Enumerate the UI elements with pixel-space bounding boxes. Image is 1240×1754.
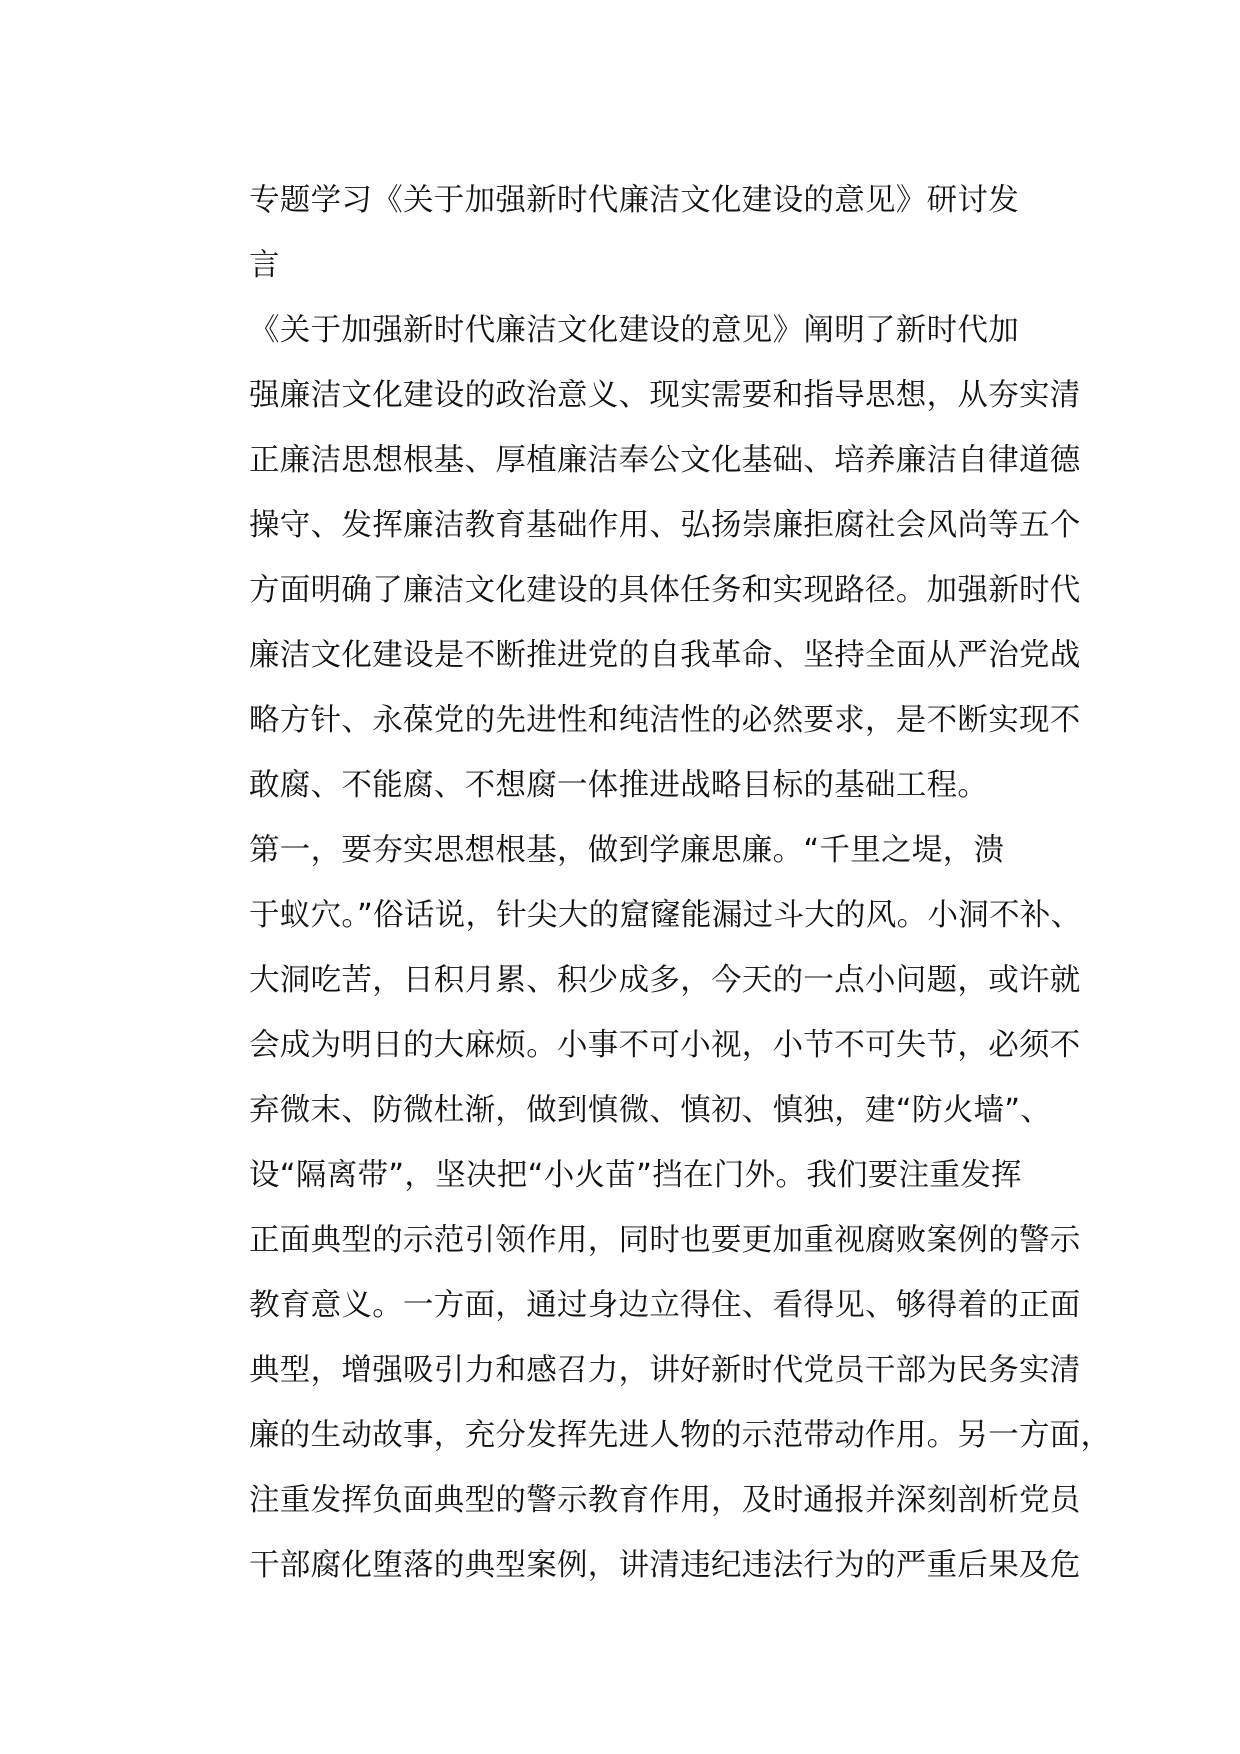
text-line: 方面明确了廉洁文化建设的具体任务和实现路径。加强新时代 <box>249 573 1081 608</box>
text-line: 强廉洁文化建设的政治意义、现实需要和指导思想，从夯实清 <box>249 378 1081 413</box>
text-line: 廉洁文化建设是不断推进党的自我革命、坚持全面从严治党战 <box>249 638 1081 673</box>
text-line: 略方针、永葆党的先进性和纯洁性的必然要求，是不断实现不 <box>249 703 1081 738</box>
text-line: 弃微末、防微杜渐，做到慎微、慎初、慎独，建“防火墙”、 <box>249 1093 1052 1128</box>
text-line: 教育意义。一方面，通过身边立得住、看得见、够得着的正面 <box>249 1288 1081 1323</box>
text-line: 会成为明日的大麻烦。小事不可小视，小节不可失节，必须不 <box>249 1028 1081 1063</box>
text-line: 大洞吃苦，日积月累、积少成多，今天的一点小问题，或许就 <box>249 963 1081 998</box>
text-line: 敢腐、不能腐、不想腐一体推进战略目标的基础工程。 <box>249 768 989 803</box>
document-title <box>188 168 1064 298</box>
text-line: 《关于加强新时代廉洁文化建设的意见》阐明了新时代加 <box>249 313 1019 348</box>
text-line: 干部腐化堕落的典型案例，讲清违纪违法行为的严重后果及危 <box>249 1548 1081 1583</box>
text-line: 正廉洁思想根基、厚植廉洁奉公文化基础、培养廉洁自律道德 <box>249 443 1081 478</box>
document-body <box>188 168 1112 1598</box>
text-line: 操守、发挥廉洁教育基础作用、弘扬崇廉拒腐社会风尚等五个 <box>249 508 1081 543</box>
text-line: 典型，增强吸引力和感召力，讲好新时代党员干部为民务实清 <box>249 1353 1081 1388</box>
title-line: 言 <box>249 248 280 283</box>
text-line: 第一，要夯实思想根基，做到学廉思廉。“千里之堤，溃 <box>249 833 1005 868</box>
text-line: 廉的生动故事，充分发挥先进人物的示范带动作用。另一方面， <box>249 1418 1112 1453</box>
text-line: 设“隔离带”，坚决把“小火苗”挡在门外。我们要注重发挥 <box>249 1158 1022 1193</box>
text-line: 正面典型的示范引领作用，同时也要更加重视腐败案例的警示 <box>249 1223 1081 1258</box>
text-line: 于蚁穴。”俗话说，针尖大的窟窿能漏过斗大的风。小洞不补、 <box>249 898 1082 933</box>
text-line: 注重发挥负面典型的警示教育作用，及时通报并深刻剖析党员 <box>249 1483 1081 1518</box>
title-line: 专题学习《关于加强新时代廉洁文化建设的意见》研讨发 <box>249 183 1019 218</box>
paragraph-first-point <box>188 818 1112 1598</box>
paragraph-intro <box>188 298 1081 818</box>
